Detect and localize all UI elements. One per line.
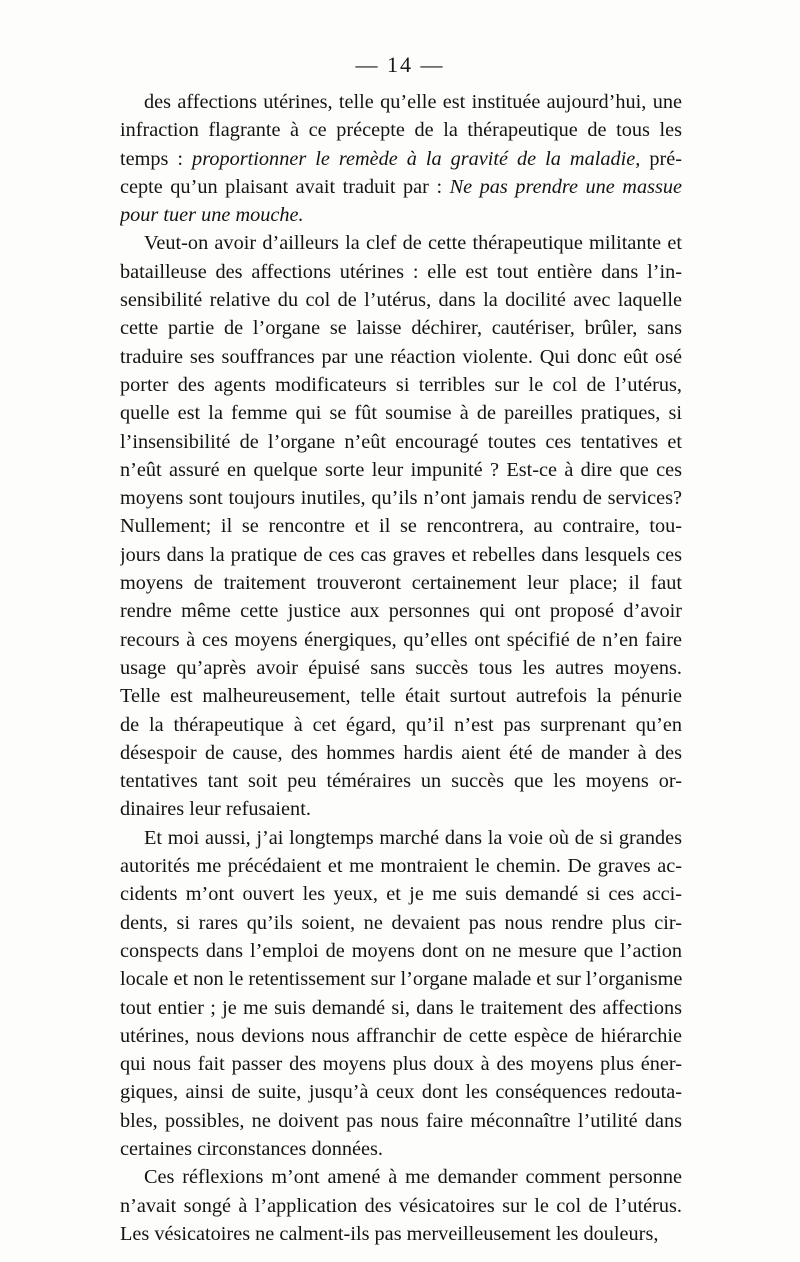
text-line: infraction flagrante à ce précepte de la thérapeutique de tous les [120, 119, 682, 142]
text-line: jours dans la pratique de ces cas graves et rebelles dans lesquels ces [120, 543, 682, 566]
text-line: rendre même cette justice aux personnes qui ont proposé d’avoir [120, 600, 682, 623]
text-run: cepte qu’un plaisant avait traduit par : [120, 175, 450, 198]
text-line: de la thérapeutique à cet égard, qu’il n’est pas surprenant qu’en [120, 713, 682, 736]
text-line: Telle est malheureusement, telle était surtout autrefois la pénurie [120, 685, 682, 708]
text-line: cidents m’ont ouvert les yeux, et je me suis demandé si ces acci- [120, 883, 682, 906]
text-line: l’insensibilité de l’organe n’eût encouragé toutes ces tentatives et [120, 430, 682, 453]
paragraph [120, 88, 682, 229]
text-line: tout entier ; je me suis demandé si, dans le traitement des affections [120, 996, 682, 1019]
text-run: temps : [120, 147, 193, 170]
text-line: moyens de traitement trouveront certainement leur place; il faut [120, 572, 682, 595]
italic-run: Ne pas prendre une massue [449, 175, 682, 198]
text-line: dinaires leur refusaient. [120, 798, 311, 821]
text-line: certaines circonstances données. [120, 1137, 383, 1160]
page-number: — 14 — [355, 52, 445, 77]
paragraph [120, 229, 682, 823]
text-line: Les vésicatoires ne calment-ils pas merveilleusement les douleurs, [120, 1222, 659, 1245]
text-line [120, 201, 682, 229]
text-line: Nullement; il se rencontre et il se rencontrera, au contraire, tou- [120, 515, 682, 538]
text-line: traduire ses souffrances par une réaction violente. Qui donc eût osé [120, 345, 682, 368]
body-text [120, 88, 682, 1248]
text-line [120, 145, 682, 173]
paragraph [120, 1163, 682, 1248]
paragraph [120, 824, 682, 1164]
text-line: cette partie de l’organe se laisse déchirer, cautériser, brûler, sans [120, 317, 682, 340]
text-line: batailleuse des affections utérines : elle est tout entière dans l’in- [120, 260, 682, 283]
text-line: locale et non le retentissement sur l’organe malade et sur l’organisme [120, 968, 682, 991]
text-line: giques, ainsi de suite, jusqu’à ceux dont les conséquences redouta- [120, 1081, 682, 1104]
text-line: recours à ces moyens énergiques, qu’elles ont spécifié de n’en faire [120, 628, 682, 651]
text-line: dents, si rares qu’ils soient, ne devaient pas nous rendre plus cir- [120, 911, 682, 934]
text-line: Veut-on avoir d’ailleurs la clef de cette thérapeutique militante et [144, 232, 682, 255]
text-line: autorités me précédaient et me montraient le chemin. De graves ac- [120, 855, 682, 878]
text-line: désespoir de cause, des hommes hardis aient été de mander à des [120, 741, 682, 764]
text-run: pré- [640, 147, 682, 170]
text-line: bles, possibles, ne doivent pas nous faire méconnaître l’utilité dans [120, 1109, 682, 1132]
text-line: utérines, nous devions nous affranchir de cette espèce de hiérarchie [120, 1024, 682, 1047]
text-line: moyens sont toujours inutiles, qu’ils n’ont jamais rendu de services? [120, 487, 682, 510]
text-line: conspects dans l’emploi de moyens dont on ne mesure que l’action [120, 939, 682, 962]
text-line: sensibilité relative du col de l’utérus, dans la docilité avec laquelle [120, 289, 682, 312]
text-line: Ces réflexions m’ont amené à me demander comment personne [144, 1166, 682, 1189]
italic-run: pour tuer une mouche. [120, 204, 304, 227]
text-line: porter des agents modificateurs si terribles sur le col de l’utérus, [120, 373, 682, 396]
text-line [120, 173, 682, 201]
text-line: Et moi aussi, j’ai longtemps marché dans la voie où de si grandes [144, 826, 682, 849]
text-line: tentatives tant soit peu téméraires un succès que les moyens or- [120, 770, 682, 793]
text-line: qui nous fait passer des moyens plus doux à des moyens plus éner- [120, 1053, 682, 1076]
text-line: des affections utérines, telle qu’elle est instituée aujourd’hui, une [144, 91, 682, 113]
text-line: quelle est la femme qui se fût soumise à de pareilles pratiques, si [120, 402, 682, 425]
text-line: usage qu’après avoir épuisé sans succès tous les autres moyens. [120, 656, 682, 679]
text-line: n’avait songé à l’application des vésicatoires sur le col de l’utérus. [120, 1194, 682, 1217]
italic-run: proportionner le remède à la gravité de la maladie, [192, 147, 641, 170]
text-line: n’eût assuré en quelque sorte leur impunité ? Est-ce à dire que ces [120, 458, 682, 481]
